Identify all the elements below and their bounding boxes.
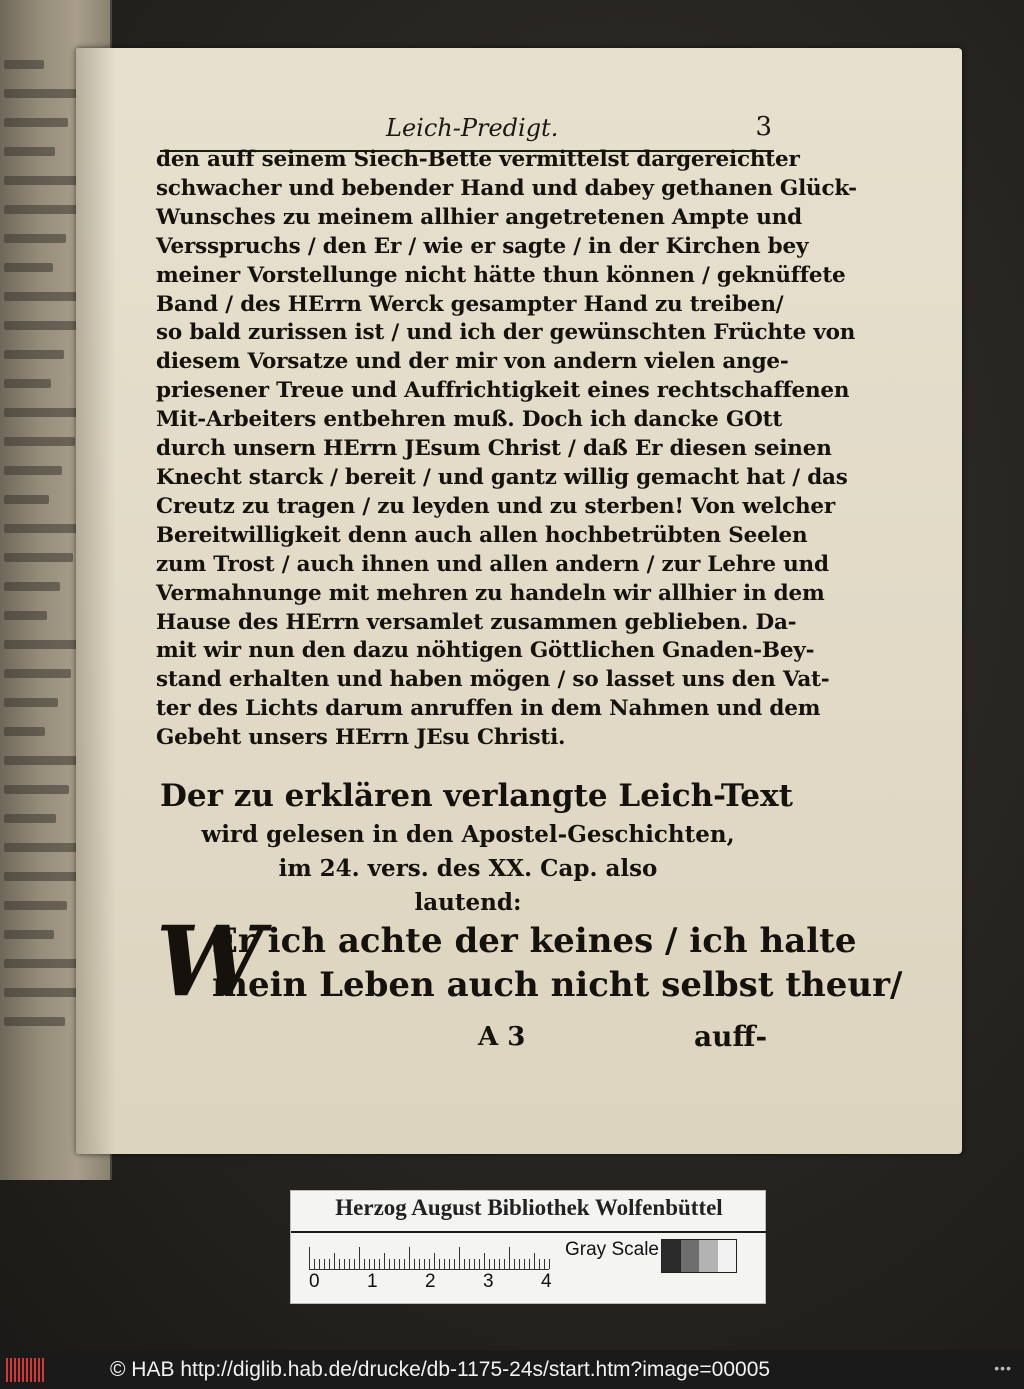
ruler-tick [534, 1253, 535, 1269]
ruler-baseline [309, 1269, 549, 1270]
ruler-tick [529, 1259, 530, 1269]
text-line: Gebeht unsers HErrn JEsu Christi. [156, 725, 566, 751]
heading-line: Der zu erklären verlangte Leich-Text [160, 778, 793, 814]
facing-page-text-line [4, 234, 66, 243]
facing-page-text-line [4, 756, 82, 765]
facing-page-text-line [4, 785, 69, 794]
text-line: Band / des HErrn Werck gesampter Hand zu treiben/ [156, 291, 784, 317]
facing-page-text-line [4, 205, 79, 214]
logo-bar [26, 1358, 28, 1382]
ruler-number: 2 [425, 1271, 436, 1292]
ruler-tick [374, 1259, 375, 1269]
color-scale-card [290, 1190, 766, 1304]
ruler-tick [369, 1259, 370, 1269]
ruler-tick [339, 1259, 340, 1269]
ruler-tick [514, 1259, 515, 1269]
ruler-tick [354, 1259, 355, 1269]
gray-scale-swatches [661, 1239, 737, 1273]
catchword: auff- [694, 1020, 768, 1053]
ruler-number: 3 [483, 1271, 494, 1292]
gray-swatch [662, 1240, 681, 1272]
ruler-tick [394, 1259, 395, 1269]
gray-scale-label: Gray Scale [565, 1239, 659, 1260]
ruler-tick [544, 1259, 545, 1269]
text-line: so bald zurissen ist / und ich der gewünschten Früchte von [156, 320, 856, 346]
facing-page-text-line [4, 698, 58, 707]
ruler-tick [444, 1259, 445, 1269]
ruler-tick [414, 1259, 415, 1269]
logo-bar [22, 1358, 24, 1382]
text-line: Versspruchs / den Er / wie er sagte / in der Kirchen bey [156, 233, 809, 259]
ruler [309, 1241, 549, 1271]
ruler-tick [324, 1259, 325, 1269]
text-line: Knecht starck / bereit / und gantz willig gemacht hat / das [156, 464, 848, 490]
facing-page-text-line [4, 263, 53, 272]
ruler-tick [424, 1259, 425, 1269]
text-line: Vermahnunge mit mehren zu handeln wir allhier in dem [156, 580, 825, 606]
logo-bar [38, 1358, 40, 1382]
ruler-tick [449, 1259, 450, 1269]
facing-page-text-line [4, 640, 84, 649]
logo-bar [34, 1358, 36, 1382]
gray-swatch [681, 1240, 700, 1272]
hab-logo-icon[interactable] [6, 1358, 44, 1382]
heading-line: im 24. vers. des XX. Cap. also [278, 855, 658, 882]
heading-line: lautend: [414, 889, 522, 916]
facing-page-text-line [4, 495, 49, 504]
ruler-tick [484, 1253, 485, 1269]
ruler-tick [479, 1259, 480, 1269]
verse-text [156, 905, 903, 1025]
facing-page-text-line [4, 901, 67, 910]
text-line: Mit-Arbeiters entbehren muß. Doch ich dancke GOtt [156, 407, 783, 433]
ruler-tick [459, 1247, 460, 1269]
gray-swatch [718, 1240, 737, 1272]
ruler-tick [389, 1259, 390, 1269]
show-through [871, 583, 941, 653]
page-number: 3 [755, 112, 772, 142]
ruler-tick [434, 1253, 435, 1269]
ruler-tick [409, 1247, 410, 1269]
ruler-tick [499, 1259, 500, 1269]
ruler-tick [494, 1259, 495, 1269]
viewer-footer [0, 1350, 1024, 1389]
text-line: mit wir nun den dazu nöhtigen Göttlichen Gnaden-Bey- [156, 638, 815, 664]
text-line: Wunsches zu meinem allhier angetretenen Ampte und [156, 204, 802, 230]
text-line: Bereitwilligkeit denn auch allen hochbetrübten Seelen [156, 522, 808, 548]
ruler-tick [399, 1259, 400, 1269]
text-line: Hause des HErrn versamlet zusammen geblieben. Da- [156, 609, 797, 635]
facing-page-text-line [4, 669, 71, 678]
facing-page-text-line [4, 1017, 65, 1026]
ruler-tick [349, 1259, 350, 1269]
ruler-tick [539, 1259, 540, 1269]
ruler-tick [474, 1259, 475, 1269]
ruler-tick [309, 1247, 310, 1269]
verse-line: Er ich achte der keines / ich halte [212, 921, 857, 961]
ruler-tick [364, 1259, 365, 1269]
library-name: Herzog August Bibliothek Wolfenbüttel [335, 1195, 723, 1220]
ruler-tick [429, 1259, 430, 1269]
running-title: Leich-Predigt. [386, 114, 559, 142]
facing-page-text-line [4, 321, 77, 330]
ruler-tick [404, 1259, 405, 1269]
facing-page-text-line [4, 727, 45, 736]
ruler-tick [329, 1259, 330, 1269]
ruler-tick [549, 1259, 550, 1269]
text-line: durch unsern HErrn JEsum Christ / daß Er diesen seinen [156, 436, 832, 462]
ruler-tick [469, 1259, 470, 1269]
ruler-tick [454, 1259, 455, 1269]
verse-line: mein Leben auch nicht selbst theur/ [212, 965, 903, 1005]
facing-page-text-line [4, 89, 81, 98]
sermon-body-text [156, 146, 857, 753]
ruler-tick [524, 1259, 525, 1269]
facing-page-text-line [4, 60, 44, 69]
logo-bar [14, 1358, 16, 1382]
ruler-tick [344, 1259, 345, 1269]
text-line: zum Trost / auch ihnen und allen andern / zur Lehre und [156, 551, 829, 577]
text-line: ter des Lichts darum anruffen in dem Nahmen und dem [156, 696, 821, 722]
ruler-tick [334, 1253, 335, 1269]
text-line: schwacher und bebender Hand und dabey gethanen Glück- [156, 175, 857, 201]
drop-cap-initial: W [156, 905, 264, 1018]
ruler-tick [489, 1259, 490, 1269]
facing-page-text-line [4, 988, 78, 997]
text-line: den auff seinem Siech-Bette vermittelst dargereichter [156, 147, 800, 172]
text-line: priesener Treue und Auffrichtigkeit eines rechtschaffenen [156, 378, 850, 404]
facing-page-text-line [4, 611, 47, 620]
ruler-number: 4 [541, 1271, 552, 1292]
signature-mark: A 3 [478, 1022, 526, 1052]
ruler-tick [519, 1259, 520, 1269]
ruler-tick [509, 1247, 510, 1269]
text-line: stand erhalten und haben mögen / so lasset uns den Vat- [156, 667, 830, 693]
facing-page-text-line [4, 437, 75, 446]
ruler-tick [419, 1259, 420, 1269]
gray-swatch [699, 1240, 718, 1272]
ruler-tick [504, 1259, 505, 1269]
logo-bar [10, 1358, 12, 1382]
facing-page-text-line [4, 379, 51, 388]
facing-page-text-line [4, 814, 56, 823]
facing-page-text-line [4, 930, 54, 939]
text-heading [160, 774, 793, 920]
facing-page-text-line [4, 466, 62, 475]
ruler-tick [384, 1253, 385, 1269]
text-line: diesem Vorsatze und der mir von andern vielen ange- [156, 349, 789, 375]
logo-bar [30, 1358, 32, 1382]
facing-page-text-line [4, 118, 68, 127]
ruler-tick [359, 1247, 360, 1269]
text-line: Creutz zu tragen / zu leyden und zu sterben! Von welcher [156, 493, 836, 519]
copyright-link[interactable]: © HAB http://diglib.hab.de/drucke/db-1175-24s/start.htm?image=00005 [110, 1358, 771, 1381]
facing-page-text-line [4, 553, 73, 562]
ruler-tick [314, 1259, 315, 1269]
ruler-tick [319, 1259, 320, 1269]
ruler-number: 0 [309, 1271, 320, 1292]
facing-page-text-line [4, 350, 64, 359]
logo-bar [42, 1358, 44, 1382]
card-divider [291, 1231, 767, 1233]
logo-bar [6, 1358, 8, 1382]
ruler-tick [439, 1259, 440, 1269]
facing-page-text-line [4, 582, 60, 591]
heading-line: wird gelesen in den Apostel-Geschichten, [201, 821, 735, 848]
facing-page-text-line [4, 872, 80, 881]
ruler-tick [464, 1259, 465, 1269]
more-options-icon[interactable]: ••• [994, 1360, 1012, 1376]
ruler-number: 1 [367, 1271, 378, 1292]
text-line: meiner Vorstellunge nicht hätte thun können / geknüffete [156, 262, 846, 288]
facing-page-text-line [4, 147, 55, 156]
ruler-tick [379, 1259, 380, 1269]
facing-page-text-line [4, 524, 86, 533]
logo-bar [18, 1358, 20, 1382]
